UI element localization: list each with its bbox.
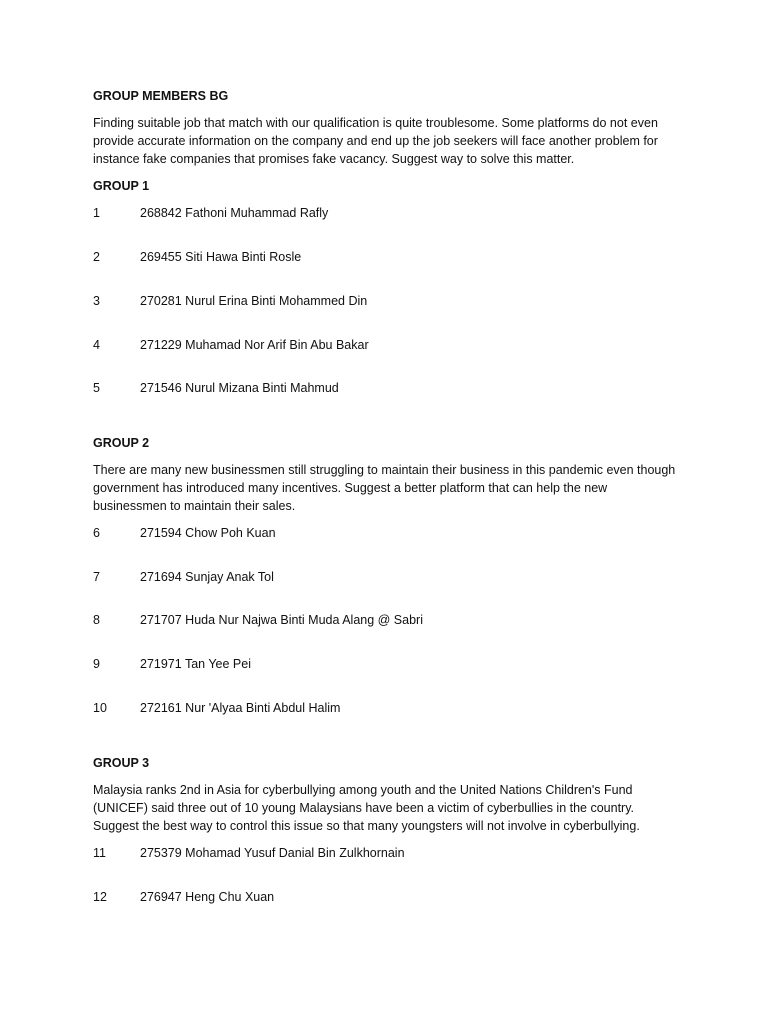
member-number: 9 (93, 657, 100, 671)
member-entry: 272161 Nur 'Alyaa Binti Abdul Halim (140, 701, 341, 715)
member-number: 1 (93, 206, 100, 220)
group-1-heading: GROUP 1 (93, 179, 150, 193)
member-entry: 271707 Huda Nur Najwa Binti Muda Alang @ Sabri (140, 613, 423, 627)
member-number: 8 (93, 613, 100, 627)
member-number: 5 (93, 381, 100, 395)
member-number: 11 (93, 846, 106, 860)
group-2-heading: GROUP 2 (93, 436, 150, 450)
member-row (93, 248, 301, 266)
member-entry: 275379 Mohamad Yusuf Danial Bin Zulkhornain (140, 846, 405, 860)
member-entry: 270281 Nurul Erina Binti Mohammed Din (140, 294, 368, 308)
member-row (93, 888, 274, 906)
member-number: 6 (93, 526, 100, 540)
member-entry: 271694 Sunjay Anak Tol (140, 570, 274, 584)
member-number: 7 (93, 570, 100, 584)
member-number: 10 (93, 701, 107, 715)
member-entry: 268842 Fathoni Muhammad Rafly (140, 206, 329, 220)
member-row (93, 844, 405, 862)
member-entry: 271594 Chow Poh Kuan (140, 526, 276, 540)
member-entry: 271971 Tan Yee Pei (140, 657, 251, 671)
group-1-prompt: Finding suitable job that match with our qualification is quite troublesome. Some platforms do not even provide accurate information on the company and end up the job seekers will face another problem for instance fake companies that promises fake vacancy. Suggest way to solve this matter. (93, 116, 658, 166)
member-row (93, 336, 369, 354)
member-row (93, 699, 340, 717)
member-row (93, 524, 276, 542)
member-row (93, 611, 423, 629)
member-entry: 271229 Muhamad Nor Arif Bin Abu Bakar (140, 338, 369, 352)
member-entry: 269455 Siti Hawa Binti Rosle (140, 250, 302, 264)
document-title: GROUP MEMBERS BG (93, 89, 229, 103)
member-number: 12 (93, 890, 107, 904)
member-entry: 276947 Heng Chu Xuan (140, 890, 275, 904)
member-row (93, 568, 274, 586)
member-number: 4 (93, 338, 100, 352)
member-row (93, 204, 328, 222)
group-2-prompt: There are many new businessmen still struggling to maintain their business in this pandemic even though government has introduced many incentives. Suggest a better platform that can help the new businessmen to maintain their sales. (93, 463, 676, 513)
group-3-prompt: Malaysia ranks 2nd in Asia for cyberbullying among youth and the United Nations Children's Fund (UNICEF) said three out of 10 young Malaysians have been a victim of cyberbullies in the country. Suggest the best way to control this issue so that many youngsters will not involve in cyberbullying. (93, 783, 640, 833)
member-row (93, 292, 367, 310)
group-3-heading: GROUP 3 (93, 756, 150, 770)
member-row (93, 655, 251, 673)
member-entry: 271546 Nurul Mizana Binti Mahmud (140, 381, 339, 395)
member-row (93, 379, 339, 397)
member-number: 3 (93, 294, 100, 308)
member-number: 2 (93, 250, 100, 264)
